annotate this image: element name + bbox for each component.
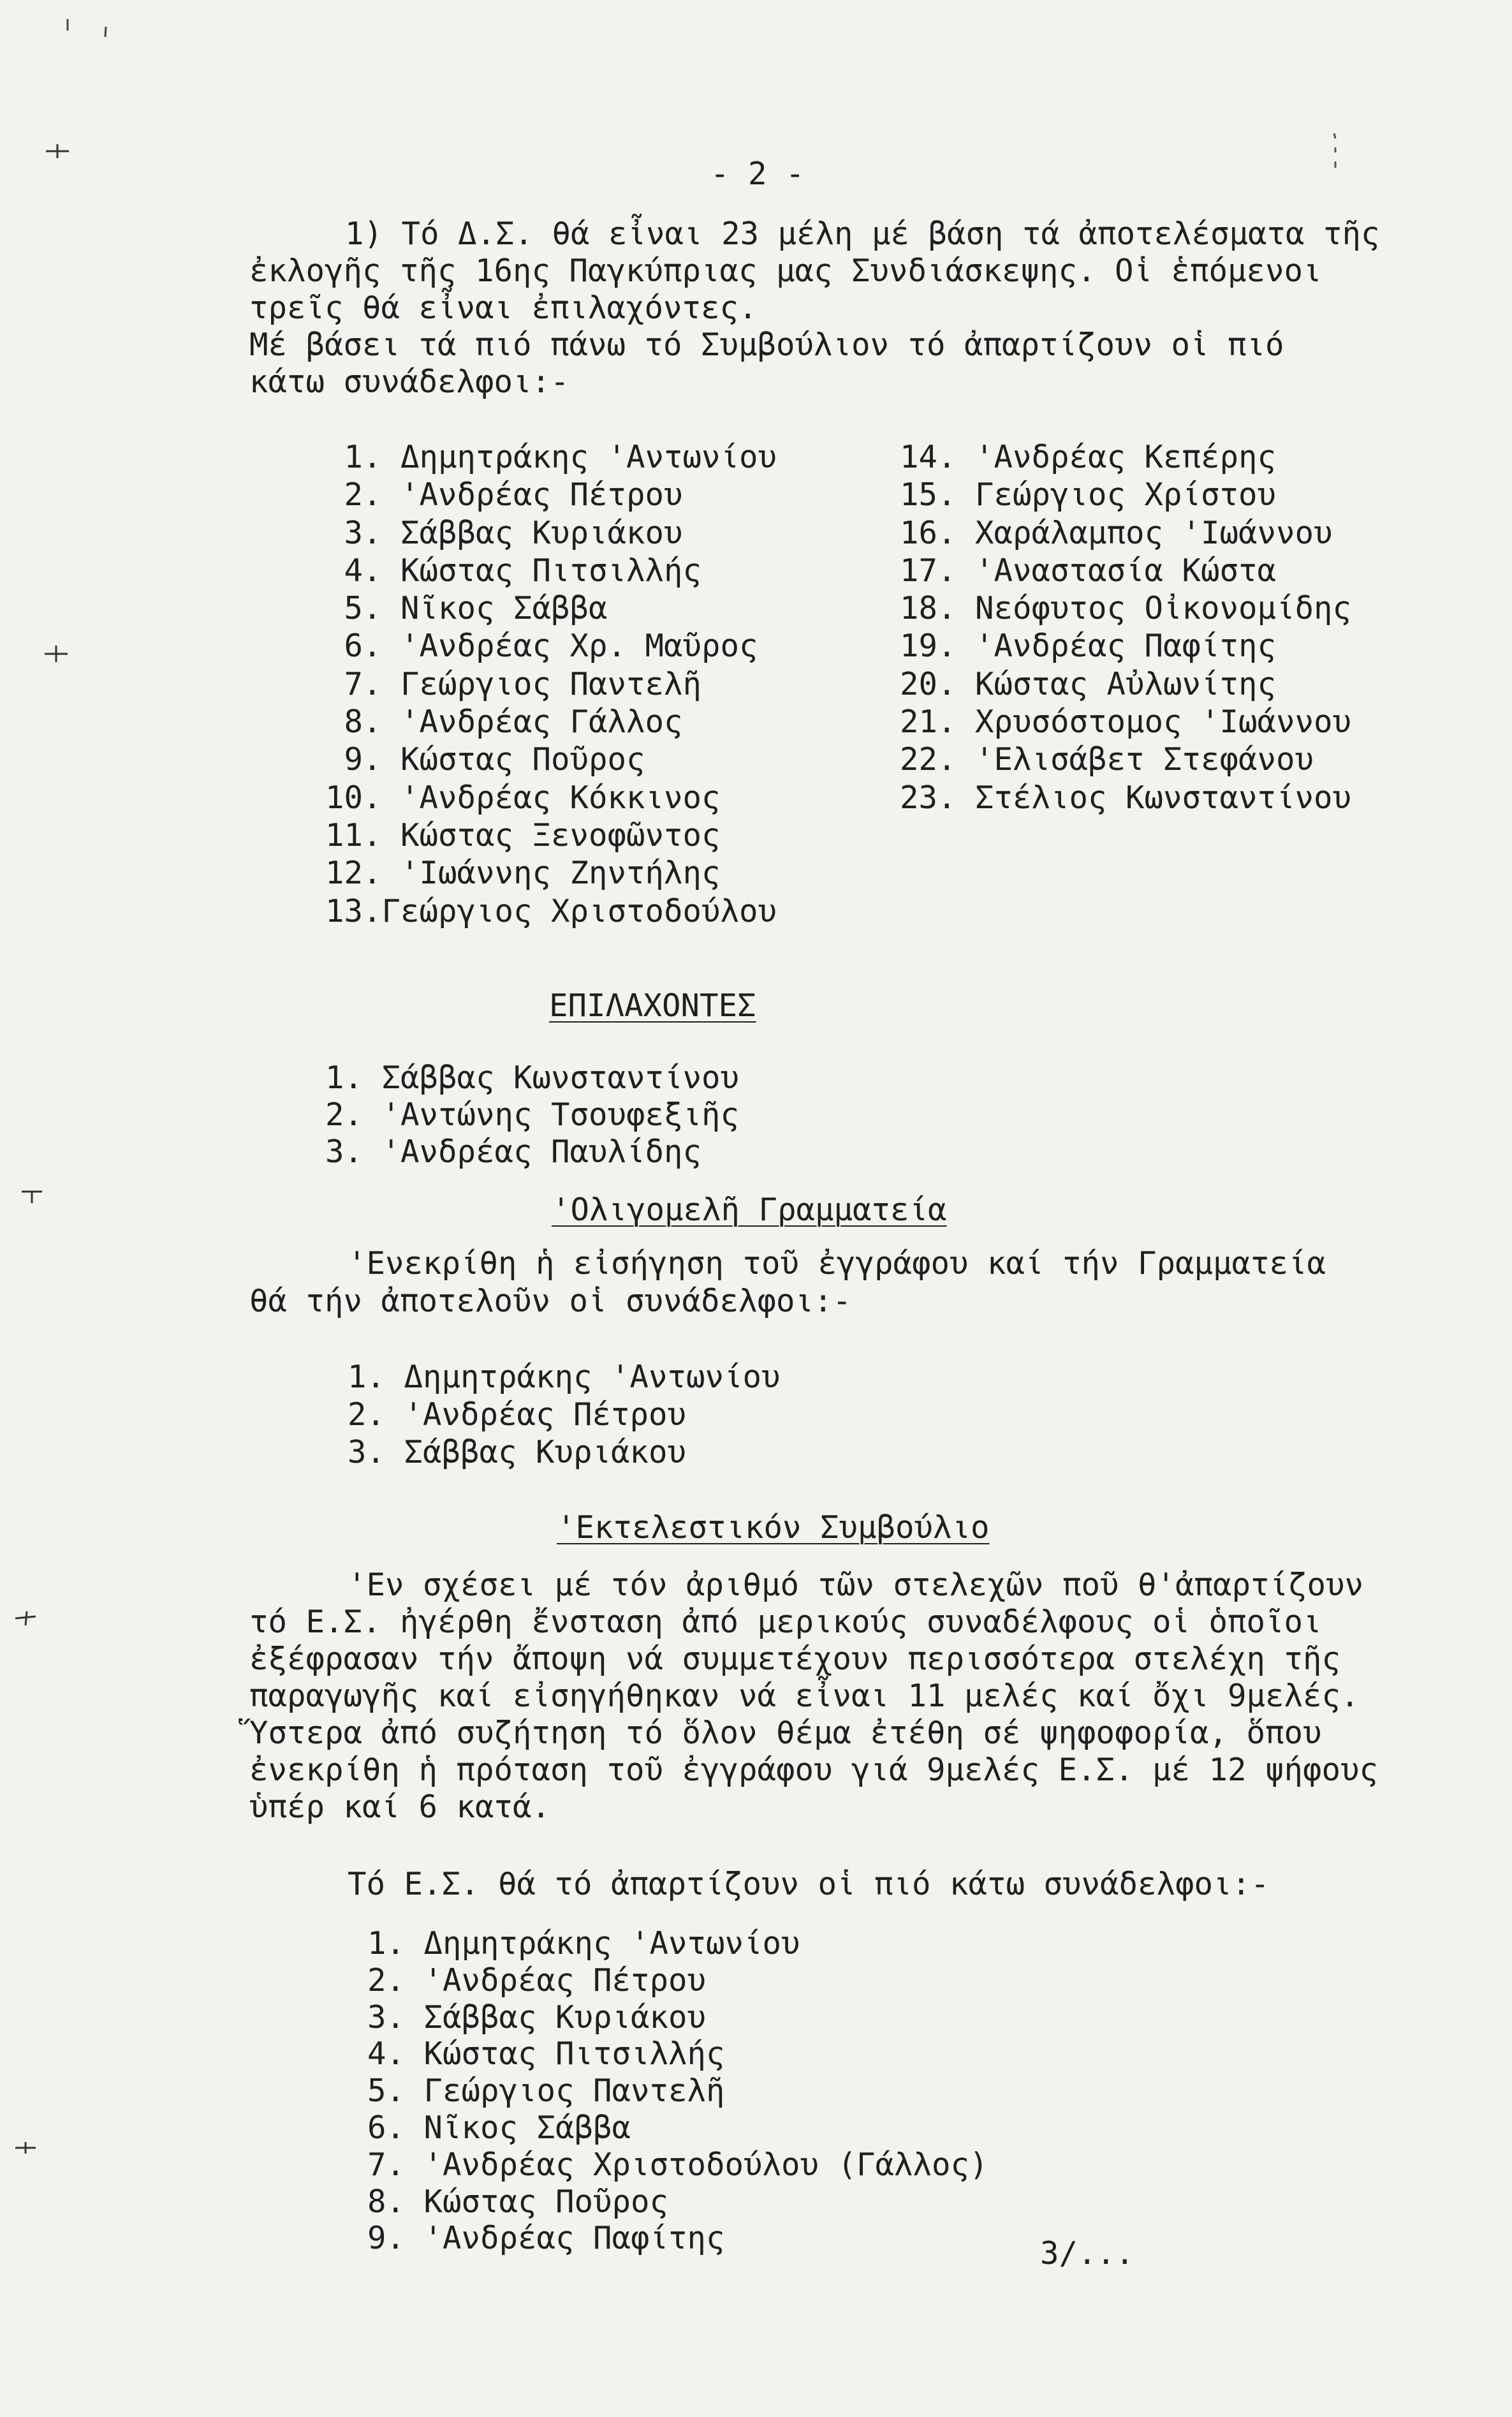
text-line: 1) Τό Δ.Σ. θά εἶναι 23 μέλη μέ βάση τά ἀποτελέσματα τῆς bbox=[345, 216, 1380, 252]
text-line: τρεῖς θά εἶναι ἐπιλαχόντες. bbox=[249, 290, 758, 326]
list-item: 2. 'Αντώνης Τσουφεξιῆς bbox=[325, 1096, 740, 1133]
text-line: κάτω συνάδελφοι:- bbox=[249, 364, 569, 400]
page-number: - 2 - bbox=[710, 156, 805, 192]
list-item: 16. Χαράλαμπος 'Ιωάννου bbox=[900, 514, 1333, 551]
continuation-marker: 3/... bbox=[1040, 2235, 1134, 2272]
list-item: 9. Κώστας Ποῦρος bbox=[344, 741, 645, 778]
list-item: 5. Γεώργιος Παντελῆ bbox=[367, 2073, 725, 2110]
list-item: 10. 'Ανδρέας Κόκκινος bbox=[325, 779, 721, 816]
alternates-heading: ΕΠΙΛΑΧΟΝΤΕΣ bbox=[549, 987, 756, 1024]
list-item: 17. 'Αναστασία Κώστα bbox=[900, 552, 1277, 589]
list-item: 6. Νῖκος Σάββα bbox=[367, 2109, 631, 2146]
list-item: 4. Κώστας Πιτσιλλής bbox=[367, 2036, 725, 2073]
text-line: παραγωγῆς καί εἰσηγήθηκαν νά εἶναι 11 μελές καί ὄχι 9μελές. bbox=[249, 1678, 1360, 1714]
executive-members-intro: Τό Ε.Σ. θά τό ἀπαρτίζουν οἱ πιό κάτω συνάδελφοι:- bbox=[348, 1866, 1270, 1902]
margin-mark bbox=[43, 643, 69, 665]
list-item: 2. 'Ανδρέας Πέτρου bbox=[344, 477, 683, 514]
executive-list bbox=[367, 1925, 988, 2257]
secretariat-list bbox=[348, 1358, 781, 1471]
list-item: 15. Γεώργιος Χρίστου bbox=[900, 477, 1277, 514]
list-item: 19. 'Ανδρέας Παφίτης bbox=[900, 628, 1277, 665]
list-item: 1. Δημητράκης 'Αντωνίου bbox=[344, 439, 777, 475]
text-line: ἐνεκρίθη ἡ πρόταση τοῦ ἐγγράφου γιά 9μελές Ε.Σ. μέ 12 ψήφους bbox=[249, 1752, 1379, 1788]
list-item: 22. 'Ελισάβετ Στεφάνου bbox=[900, 741, 1314, 778]
margin-mark bbox=[14, 1609, 37, 1628]
list-item: 7. 'Ανδρέας Χριστοδούλου (Γάλλος) bbox=[367, 2146, 988, 2183]
margin-mark bbox=[64, 18, 71, 33]
margin-mark bbox=[20, 1186, 43, 1206]
list-item: 13.Γεώργιος Χριστοδούλου bbox=[325, 892, 777, 929]
list-item: 7. Γεώργιος Παντελῆ bbox=[344, 665, 702, 702]
list-item: 6. 'Ανδρέας Χρ. Μαῦρος bbox=[344, 628, 758, 665]
list-item: 12. 'Ιωάννης Ζηντήλης bbox=[325, 855, 721, 892]
list-item: 11. Κώστας Ξενοφῶντος bbox=[325, 817, 721, 854]
council-list-right bbox=[900, 438, 1351, 817]
list-item: 3. Σάββας Κυριάκου bbox=[348, 1434, 687, 1470]
list-item: 3. Σάββας Κυριάκου bbox=[367, 1999, 707, 2036]
list-item: 21. Χρυσόστομος 'Ιωάννου bbox=[900, 704, 1352, 741]
list-item: 2. 'Ανδρέας Πέτρου bbox=[367, 1962, 707, 1999]
margin-mark bbox=[1328, 131, 1343, 172]
margin-mark bbox=[45, 142, 70, 161]
text-line: τό Ε.Σ. ἠγέρθη ἔνσταση ἀπό μερικούς συναδέλφους οἱ ὁποῖοι bbox=[249, 1604, 1322, 1640]
list-item: 20. Κώστας Αὐλωνίτης bbox=[900, 665, 1277, 702]
text-line: 'Ενεκρίθη ἡ εἰσήγηση τοῦ ἐγγράφου καί τήν Γραμματεία bbox=[348, 1245, 1326, 1282]
list-item: 3. 'Ανδρέας Παυλίδης bbox=[325, 1133, 702, 1170]
list-item: 1. Δημητράκης 'Αντωνίου bbox=[367, 1925, 800, 1962]
margin-mark bbox=[102, 26, 110, 41]
list-item: 5. Νῖκος Σάββα bbox=[344, 590, 608, 627]
list-item: 8. Κώστας Ποῦρος bbox=[367, 2183, 669, 2220]
text-line: ἐκλογῆς τῆς 16ης Παγκύπριας μας Συνδιάσκεψης. Οἱ ἑπόμενοι bbox=[249, 253, 1322, 289]
secretariat-paragraph bbox=[249, 1245, 1326, 1320]
list-item: 14. 'Ανδρέας Κεπέρης bbox=[900, 439, 1277, 475]
executive-heading: 'Εκτελεστικόν Συμβούλιο bbox=[557, 1509, 990, 1546]
text-line: Μέ βάσει τά πιό πάνω τό Συμβούλιον τό ἀπαρτίζουν οἱ πιό bbox=[249, 327, 1284, 363]
alternates-list bbox=[325, 1060, 739, 1170]
list-item: 4. Κώστας Πιτσιλλής bbox=[344, 552, 702, 589]
list-item: 3. Σάββας Κυριάκου bbox=[344, 514, 683, 551]
intro-paragraph bbox=[249, 216, 1380, 401]
secretariat-heading: 'Ολιγομελῆ Γραμματεία bbox=[552, 1192, 947, 1228]
executive-paragraph bbox=[249, 1567, 1378, 1826]
text-line: θά τήν ἀποτελοῦν οἱ συνάδελφοι:- bbox=[249, 1283, 852, 1319]
list-item: 1. Σάββας Κωνσταντίνου bbox=[325, 1060, 740, 1096]
text-line: Ὕστερα ἀπό συζήτηση τό ὅλον θέμα ἐτέθη σέ ψηφοφορία, ὅπου bbox=[249, 1715, 1322, 1751]
council-list-left bbox=[325, 438, 777, 930]
list-item: 1. Δημητράκης 'Αντωνίου bbox=[348, 1359, 781, 1395]
list-item: 9. 'Ανδρέας Παφίτης bbox=[367, 2220, 725, 2257]
text-line: ὑπέρ καί 6 κατά. bbox=[249, 1789, 551, 1825]
text-line: 'Εν σχέσει μέ τόν ἀριθμό τῶν στελεχῶν ποῦ θ'ἀπαρτίζουν bbox=[348, 1567, 1364, 1603]
list-item: 2. 'Ανδρέας Πέτρου bbox=[348, 1396, 687, 1433]
list-item: 23. Στέλιος Κωνσταντίνου bbox=[900, 779, 1352, 816]
margin-mark bbox=[14, 2138, 37, 2157]
list-item: 18. Νεόφυτος Οἰκονομίδης bbox=[900, 590, 1352, 627]
list-item: 8. 'Ανδρέας Γάλλος bbox=[344, 704, 683, 741]
text-line: ἐξέφρασαν τήν ἄποψη νά συμμετέχουν περισσότερα στελέχη τῆς bbox=[249, 1641, 1341, 1677]
